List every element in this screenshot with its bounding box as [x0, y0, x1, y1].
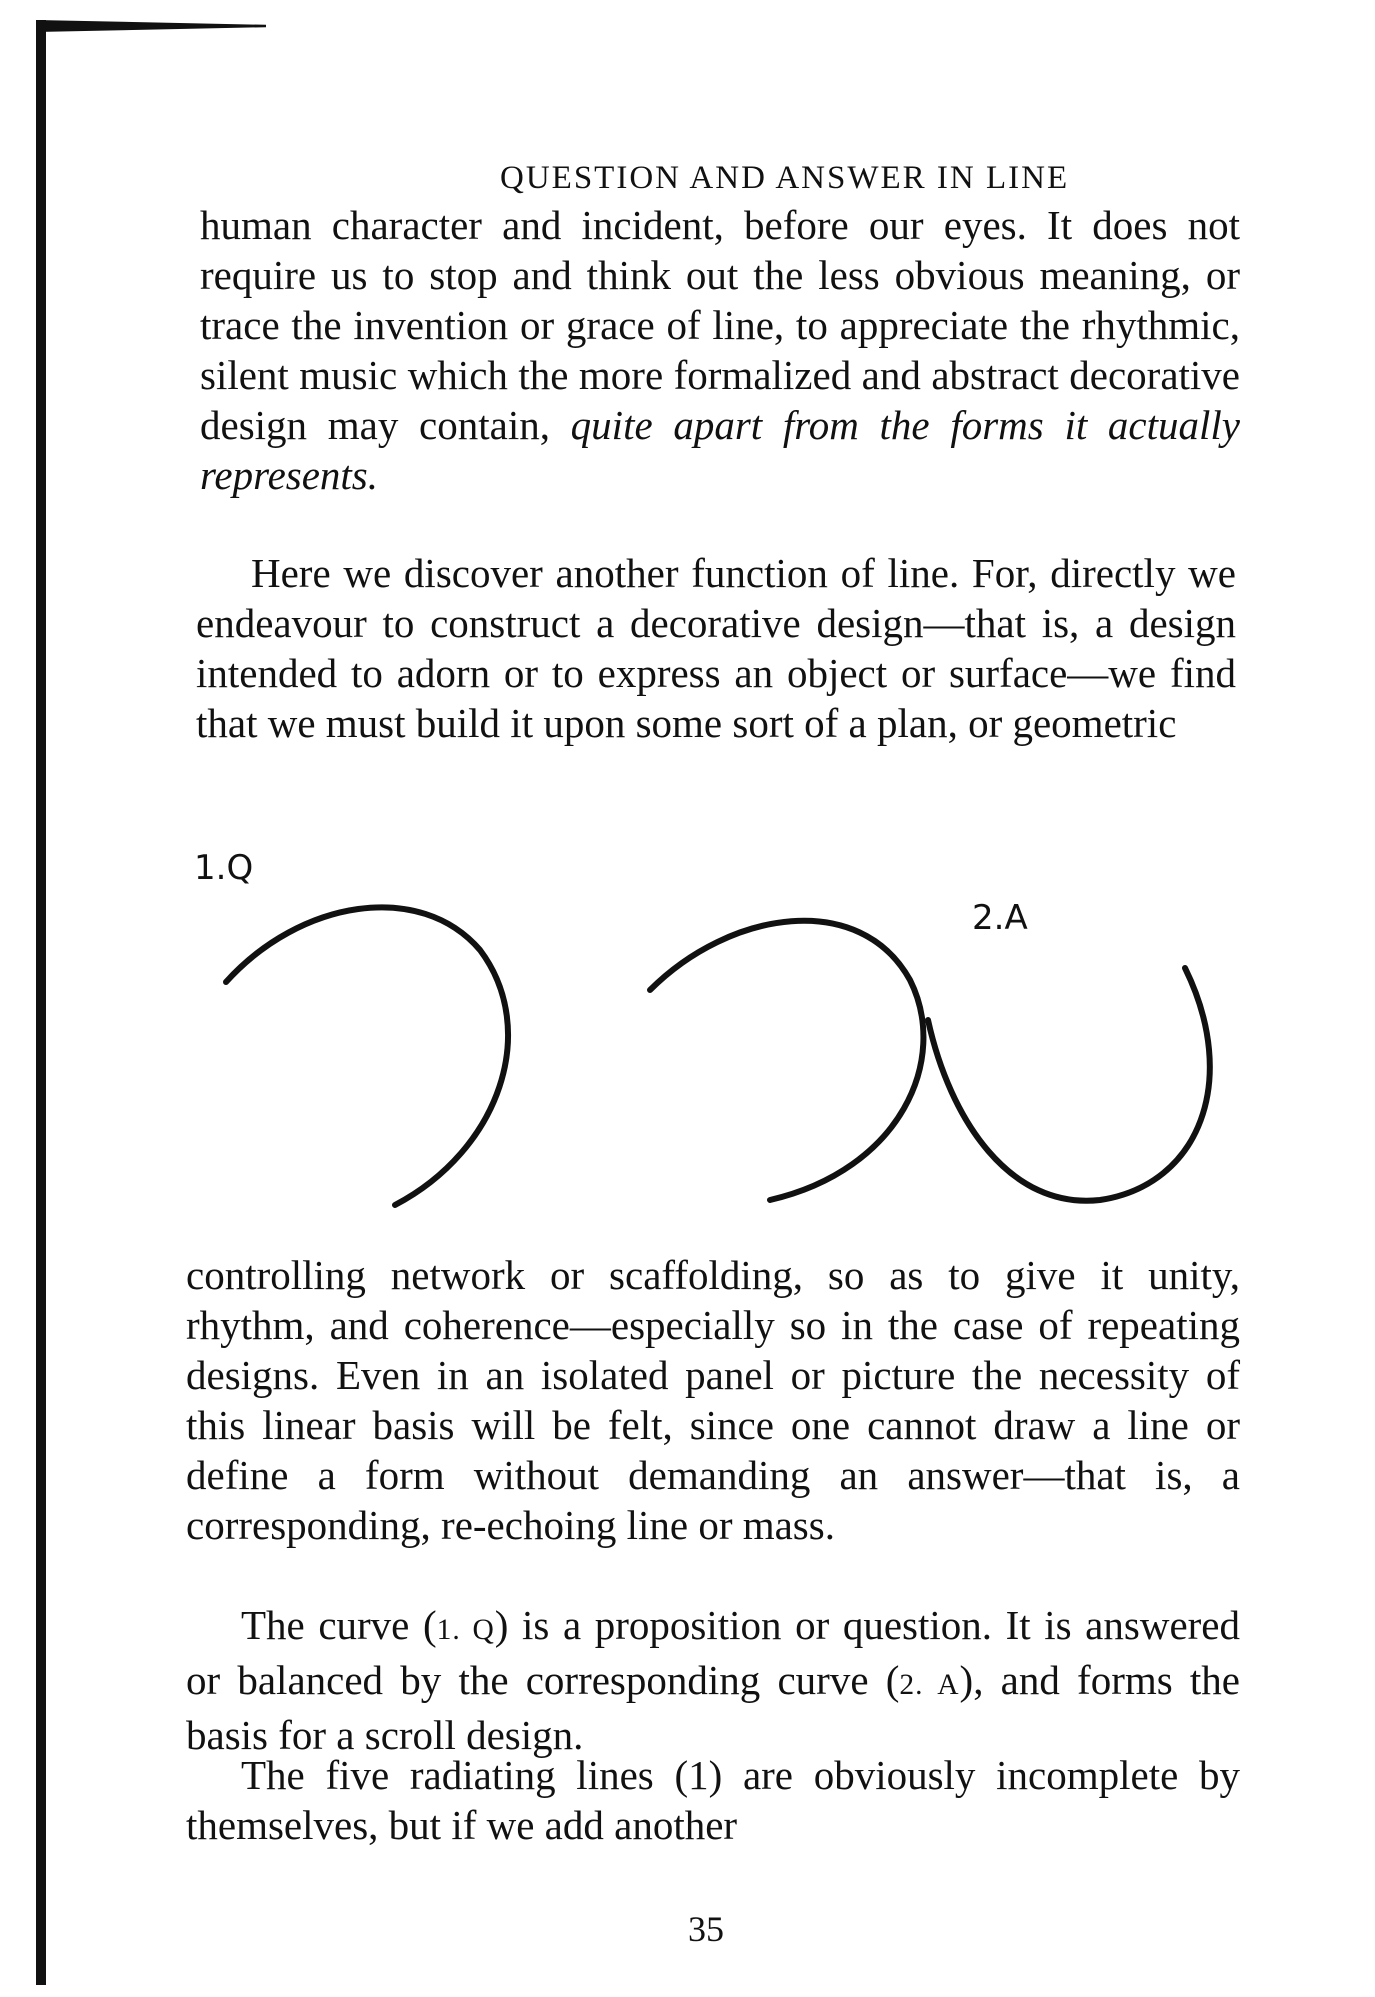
paragraph-4-a: The curve ( [241, 1602, 437, 1648]
paragraph-4-c: ), and forms the basis for a scroll design. [186, 1657, 1240, 1758]
page-number: 35 [688, 1909, 724, 1949]
answer-curve-right [928, 968, 1210, 1201]
paragraph-3 [186, 1250, 1240, 1550]
figure-ref-1q: 1. Q [436, 1614, 495, 1646]
paragraph-4 [186, 1600, 1240, 1760]
figure-label-answer: 2.A [972, 898, 1028, 938]
figure-ref-2a: 2. A [899, 1669, 960, 1701]
paragraph-2-text: Here we discover another function of line. For, directly we endeavour to construct a decorative design—that is, a design intended to adorn or to express an object or surface—we find that we must build it upon some sort of a plan, or geometric [196, 550, 1236, 746]
question-curve [226, 907, 508, 1205]
answer-curve-left [650, 921, 923, 1200]
paragraph-5 [186, 1750, 1240, 1850]
paragraph-1-text: human character and incident, before our eyes. It does not require us to stop and think out the less obvious meaning, or trace the invention or grace of line, to appreciate the rhythmic, silent music which the more formalized and abstract decorative design may contain, [200, 202, 1240, 448]
figure-label-question: 1.Q [194, 848, 254, 888]
paragraph-4-b: ) is a proposition or question. It is answered or balanced by the corresponding curve ( [186, 1602, 1240, 1703]
paragraph-5-text: The five radiating lines (1) are obviously incomplete by themselves, but if we add another [186, 1752, 1240, 1848]
paragraph-1-italic: quite apart from the forms it actually represents. [200, 402, 1240, 498]
running-head: QUESTION AND ANSWER IN LINE [500, 160, 1070, 196]
paragraph-3-text: controlling network or scaffolding, so as to give it unity, rhythm, and coherence—especially so in the case of repeating designs. Even in an isolated panel or picture the necessity of this linear basis will be felt, since one cannot draw a line or define a form without demanding an answer—that is, a corresponding, re-echoing line or mass. [186, 1252, 1240, 1548]
